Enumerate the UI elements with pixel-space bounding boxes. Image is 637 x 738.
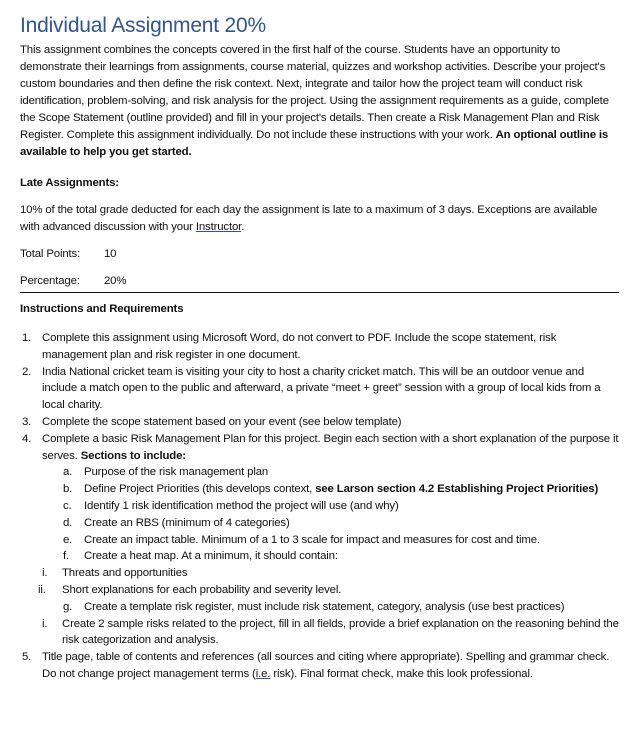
total-points-value: 10 <box>104 248 117 260</box>
list-item <box>20 364 619 414</box>
instructor-link[interactable]: Instructor <box>195 221 242 233</box>
late-text: 10% of the total grade deducted for each day the assignment is late to a maximum of 3 days. Exceptions are available with advanced discussion with your <box>20 204 598 233</box>
sublist-text: Create a template risk register, must include risk statement, category, analysis (use best practices) <box>84 600 565 613</box>
list-bold-text: Sections to include: <box>80 449 186 462</box>
sublist-letter: d. <box>63 516 73 529</box>
sublist-item <box>20 599 619 649</box>
list-item <box>20 330 619 364</box>
list-text: Complete a basic Risk Management Plan for this project. Begin each section with a short explanation of the purpose it serves. <box>42 432 619 462</box>
sublist-text: Create a heat map. At a minimum, it should contain: <box>84 550 338 563</box>
requirements-list <box>20 330 619 683</box>
list-item <box>20 431 619 649</box>
subsublist-numeral: ii. <box>38 583 46 596</box>
list-text: Complete this assignment using Microsoft Word, do not convert to PDF. Include the scope statement, risk management plan and risk register in one document. <box>42 332 557 361</box>
register-sublist <box>20 616 619 650</box>
late-assignments-text <box>20 202 619 236</box>
ie-link[interactable]: i.e. <box>255 667 271 680</box>
subsublist-item <box>0 582 619 599</box>
list-number: 1. <box>22 332 32 344</box>
sublist-letter: a. <box>63 466 73 479</box>
list-number: 3. <box>22 415 32 428</box>
percentage-value: 20% <box>104 275 127 287</box>
sublist-item <box>20 515 619 532</box>
instructions-heading: Instructions and Requirements <box>20 303 184 315</box>
sublist-letter: f. <box>63 550 70 563</box>
heatmap-sublist <box>20 565 619 599</box>
late-end: . <box>241 221 245 233</box>
total-points-label: Total Points: <box>20 248 81 260</box>
intro-bold-text: An optional outline is available to help you get started. <box>20 129 609 158</box>
sections-sublist <box>20 464 619 649</box>
page-title: Individual Assignment 20% <box>20 14 266 37</box>
sublist-text: Create an impact table. Minimum of a 1 to 3 scale for impact and measures for cost and time. <box>84 533 540 546</box>
subsublist-item <box>0 565 619 582</box>
list-number: 4. <box>22 432 32 445</box>
sublist-item <box>20 548 619 598</box>
sublist-text: Define Project Priorities (this develops context, <box>84 483 316 496</box>
percentage-row <box>20 273 619 293</box>
subsublist-item <box>0 616 619 650</box>
subsublist-numeral: i. <box>42 617 48 630</box>
subsublist-text: Short explanations for each probability and severity level. <box>62 583 342 596</box>
list-text-end: risk). Final format check, make this look professional. <box>270 667 533 680</box>
list-text: Complete the scope statement based on your event (see below template) <box>42 415 402 428</box>
sublist-item <box>20 464 619 481</box>
subsublist-numeral: i. <box>42 567 48 580</box>
sublist-letter: b. <box>63 483 73 496</box>
sublist-letter: g. <box>63 600 73 613</box>
list-number: 2. <box>22 365 32 378</box>
list-number: 5. <box>22 651 32 664</box>
list-item <box>20 414 619 431</box>
list-item <box>20 649 619 683</box>
sublist-item <box>20 481 619 498</box>
intro-text: This assignment combines the concepts covered in the first half of the course. Students have an opportunity to demonstrate their learnings from assignments, course material, quizzes and workshop activities. Describe your project's custom boundaries and then define the risk context. Next, integrate and tailor how the project team will conduct risk identification, problem-solving, and risk analysis for the project. Using the assignment requirements as a guide, complete the Scope Statement (outline provided) and fill in your project's details. Then create a Risk Management Plan and Risk Register. Complete this assignment individually. Do not include these instructions with your work. <box>20 44 609 141</box>
sublist-text: Identify 1 risk identification method the project will use (and why) <box>84 499 399 512</box>
sublist-text: Create an RBS (minimum of 4 categories) <box>84 516 290 529</box>
sublist-item <box>20 532 619 549</box>
total-points-row <box>20 246 619 263</box>
subsublist-text: Create 2 sample risks related to the project, fill in all fields, provide a brief explanation on the reasoning behind the risk categorization and analysis. <box>62 617 619 647</box>
list-text: India National cricket team is visiting your city to host a charity cricket match. This will be an outdoor venue and include a match open to the public and afterward, a private “meet + greet” session with a group of local kids from a local charity. <box>42 365 601 412</box>
list-text: Title page, table of contents and references (all sources and citing where appropriate). Spelling and grammar check. Do not change project management terms ( <box>42 651 610 680</box>
sublist-letter: c. <box>63 499 72 512</box>
intro-paragraph <box>20 42 619 161</box>
sublist-letter: e. <box>63 533 73 546</box>
late-assignments-heading: Late Assignments: <box>20 177 119 189</box>
sublist-item <box>20 498 619 515</box>
sublist-text: Purpose of the risk management plan <box>84 466 269 479</box>
sublist-bold-text: see Larson section 4.2 Establishing Project Priorities) <box>315 483 599 496</box>
subsublist-text: Threats and opportunities <box>62 567 188 580</box>
percentage-label: Percentage: <box>20 275 80 287</box>
